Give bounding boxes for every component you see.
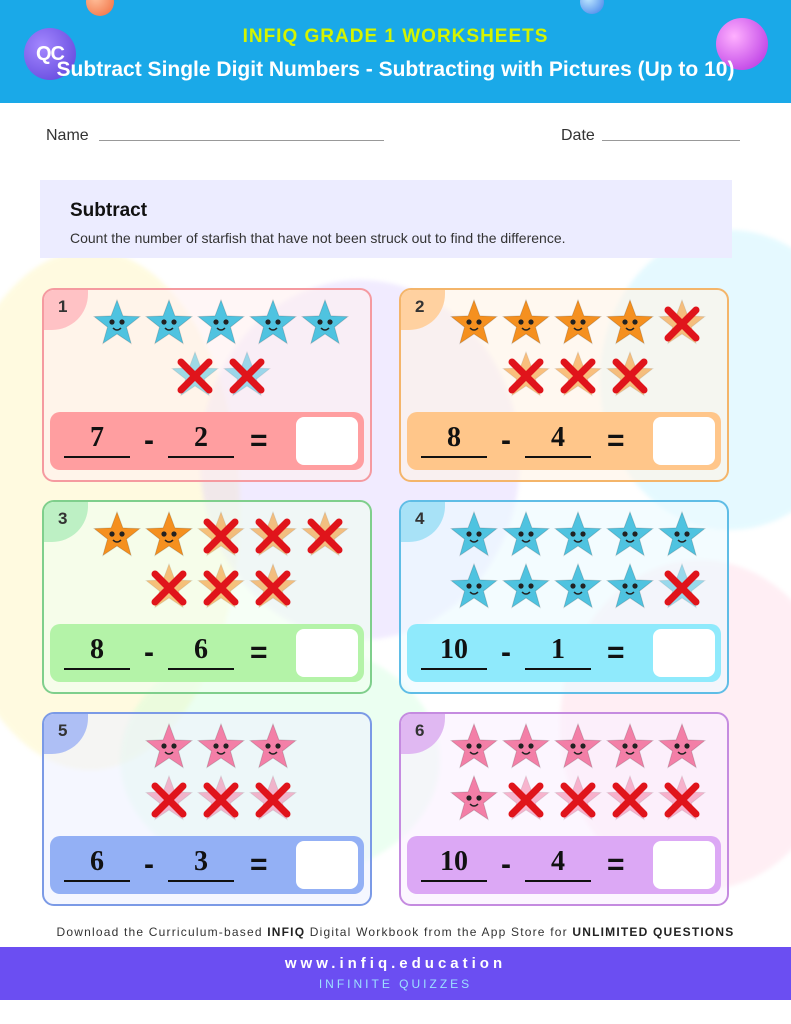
minuend: 8 — [90, 634, 104, 665]
starfish — [607, 564, 653, 607]
problem-number-badge: 2 — [401, 290, 445, 330]
subtrahend: 6 — [194, 634, 208, 665]
starfish-group — [44, 290, 372, 410]
starfish — [607, 724, 653, 767]
crossed-starfish — [659, 564, 705, 607]
answer-box[interactable] — [296, 417, 358, 465]
starfish — [146, 300, 192, 343]
starfish — [94, 512, 140, 555]
infiq-logo: QC — [24, 28, 76, 80]
crossed-starfish — [302, 512, 348, 555]
promo-brand: INFIQ — [267, 925, 306, 939]
minuend-underline — [64, 668, 130, 670]
answer-box[interactable] — [653, 417, 715, 465]
starfish — [250, 300, 296, 343]
subtrahend-underline — [168, 668, 234, 670]
starfish — [451, 512, 497, 555]
date-field[interactable] — [602, 140, 740, 141]
equation-bar — [407, 412, 721, 470]
minuend: 10 — [440, 634, 468, 665]
instructions-title: Subtract — [70, 200, 148, 221]
decor-ball-orange — [86, 0, 114, 16]
problem-number-badge: 1 — [44, 290, 88, 330]
minuend-underline — [64, 880, 130, 882]
minuend: 6 — [90, 846, 104, 877]
minus-sign: - — [144, 636, 154, 669]
starfish — [250, 724, 296, 767]
header-banner — [0, 0, 791, 103]
minuend-underline — [421, 456, 487, 458]
date-label: Date — [561, 127, 595, 144]
crossed-starfish — [607, 776, 653, 819]
starfish — [451, 300, 497, 343]
starfish-group — [401, 502, 729, 622]
problem-number-badge: 5 — [44, 714, 88, 754]
subtrahend-underline — [525, 668, 591, 670]
equals-sign: = — [607, 848, 625, 881]
minus-sign: - — [501, 636, 511, 669]
minuend: 8 — [447, 422, 461, 453]
promo-line — [0, 925, 791, 939]
instructions-box — [40, 180, 732, 258]
subtrahend-underline — [525, 880, 591, 882]
problem-number-badge: 6 — [401, 714, 445, 754]
answer-box[interactable] — [653, 841, 715, 889]
crossed-starfish — [250, 776, 296, 819]
name-label: Name — [46, 127, 89, 144]
crossed-starfish — [172, 352, 218, 395]
equation-bar — [50, 412, 364, 470]
minus-sign: - — [144, 424, 154, 457]
crossed-starfish — [250, 512, 296, 555]
decor-ball-blue — [580, 0, 604, 14]
minuend-underline — [421, 668, 487, 670]
subtrahend: 4 — [551, 422, 565, 453]
starfish — [503, 564, 549, 607]
problem-card-6 — [399, 712, 729, 906]
minus-sign: - — [501, 848, 511, 881]
problem-number-badge: 3 — [44, 502, 88, 542]
starfish — [146, 512, 192, 555]
starfish — [198, 724, 244, 767]
starfish — [555, 724, 601, 767]
problem-number-badge: 4 — [401, 502, 445, 542]
crossed-starfish — [224, 352, 270, 395]
starfish-group — [401, 714, 729, 834]
crossed-starfish — [607, 352, 653, 395]
starfish — [94, 300, 140, 343]
starfish — [302, 300, 348, 343]
equation-bar — [50, 836, 364, 894]
crossed-starfish — [146, 564, 192, 607]
worksheet-title: Subtract Single Digit Numbers - Subtracting with Pictures (Up to 10) — [56, 58, 735, 81]
starfish — [607, 300, 653, 343]
answer-box[interactable] — [653, 629, 715, 677]
equals-sign: = — [250, 424, 268, 457]
answer-box[interactable] — [296, 629, 358, 677]
subtrahend-underline — [168, 880, 234, 882]
minuend: 7 — [90, 422, 104, 453]
minus-sign: - — [501, 424, 511, 457]
starfish — [503, 512, 549, 555]
crossed-starfish — [555, 776, 601, 819]
starfish — [198, 300, 244, 343]
problem-card-1 — [42, 288, 372, 482]
equation-bar — [50, 624, 364, 682]
starfish — [659, 724, 705, 767]
starfish — [555, 300, 601, 343]
starfish — [146, 724, 192, 767]
equation-bar — [407, 836, 721, 894]
starfish — [503, 724, 549, 767]
problem-card-3 — [42, 500, 372, 694]
minuend: 10 — [440, 846, 468, 877]
subtrahend-underline — [525, 456, 591, 458]
footer-banner — [0, 947, 791, 1000]
crossed-starfish — [198, 512, 244, 555]
crossed-starfish — [146, 776, 192, 819]
problem-card-4 — [399, 500, 729, 694]
subtrahend: 3 — [194, 846, 208, 877]
crossed-starfish — [659, 300, 705, 343]
crossed-starfish — [503, 776, 549, 819]
starfish — [555, 512, 601, 555]
footer-url[interactable]: www.infiq.education — [284, 955, 507, 972]
crossed-starfish — [198, 564, 244, 607]
crossed-starfish — [555, 352, 601, 395]
crossed-starfish — [503, 352, 549, 395]
subtrahend-underline — [168, 456, 234, 458]
starfish — [451, 776, 497, 819]
starfish — [451, 564, 497, 607]
minus-sign: - — [144, 848, 154, 881]
equals-sign: = — [250, 848, 268, 881]
starfish-group — [44, 502, 372, 622]
problem-card-2 — [399, 288, 729, 482]
starfish — [555, 564, 601, 607]
worksheet-series: INFIQ GRADE 1 WORKSHEETS — [242, 26, 549, 47]
promo-prefix: Download the Curriculum-based — [56, 925, 263, 939]
crossed-starfish — [250, 564, 296, 607]
promo-middle: Digital Workbook from the App Store for — [309, 925, 568, 939]
equation-bar — [407, 624, 721, 682]
starfish-group — [401, 290, 729, 410]
equals-sign: = — [250, 636, 268, 669]
crossed-starfish — [659, 776, 705, 819]
problem-card-5 — [42, 712, 372, 906]
starfish — [451, 724, 497, 767]
promo-emphasis: UNLIMITED QUESTIONS — [572, 925, 735, 939]
subtrahend: 4 — [551, 846, 565, 877]
footer-tagline: INFINITE QUIZZES — [318, 977, 473, 991]
subtrahend: 2 — [194, 422, 208, 453]
instructions-text: Count the number of starfish that have not been struck out to find the difference. — [70, 230, 566, 246]
equals-sign: = — [607, 636, 625, 669]
subtrahend: 1 — [551, 634, 565, 665]
equals-sign: = — [607, 424, 625, 457]
answer-box[interactable] — [296, 841, 358, 889]
starfish — [659, 512, 705, 555]
starfish-group — [44, 714, 372, 834]
minuend-underline — [64, 456, 130, 458]
name-field[interactable] — [99, 140, 384, 141]
minuend-underline — [421, 880, 487, 882]
starfish — [503, 300, 549, 343]
crossed-starfish — [198, 776, 244, 819]
starfish — [607, 512, 653, 555]
